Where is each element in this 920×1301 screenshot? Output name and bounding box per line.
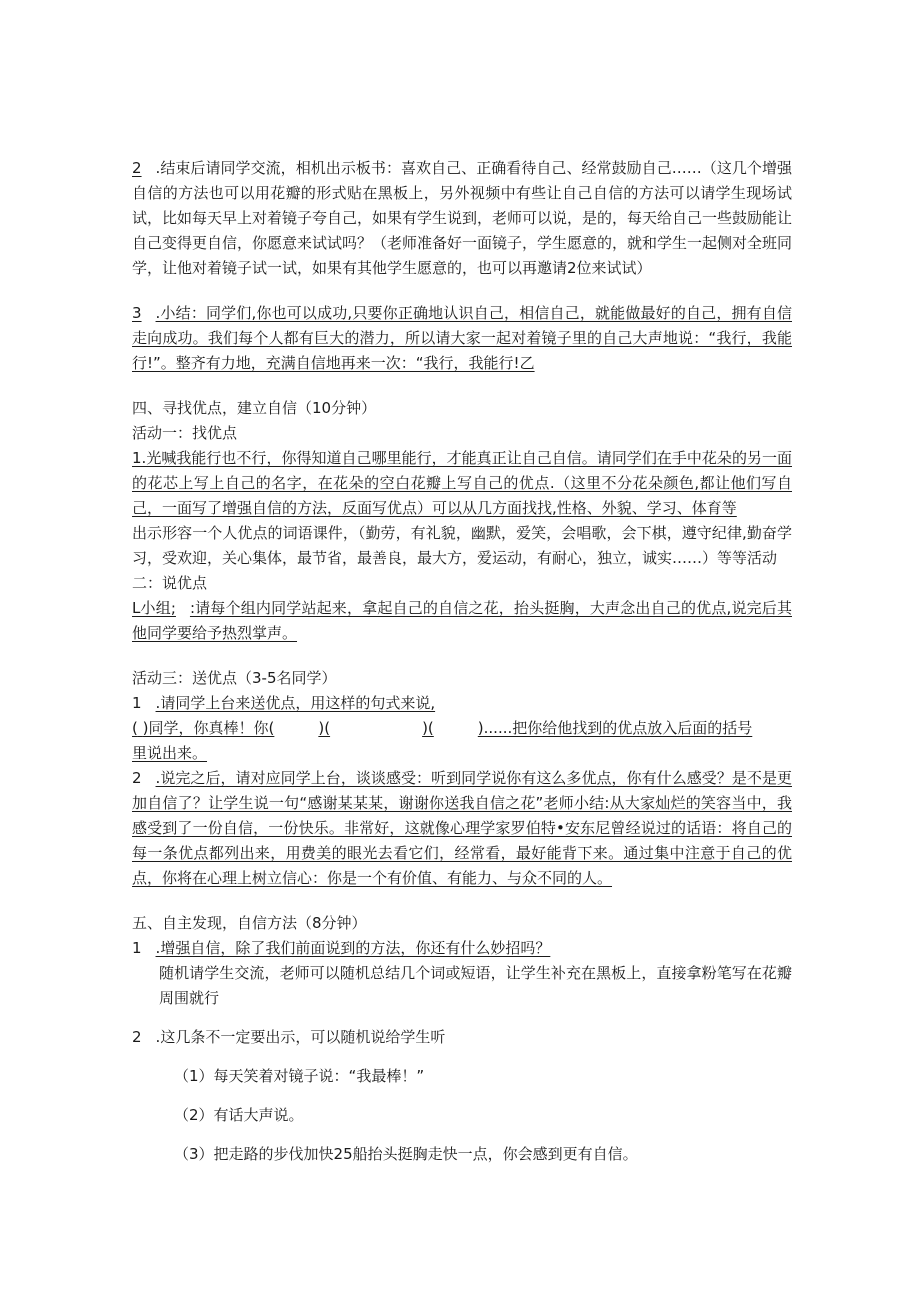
activity-text: :请每个组内同学站起来，拿起自己的自信之花，抬头挺胸，大声念出自己的优点,说完后其他同学要给予热烈掌声。 (132, 599, 792, 642)
activity-title: 活动三：送优点（3-5名同学） (132, 669, 337, 687)
tip-item: （1）每天笑着对镜子说：“我最棒！” (174, 1067, 425, 1085)
tip-item: （2）有话大声说。 (174, 1106, 304, 1124)
item-subtext: 随机请学生交流，老师可以随机总结几个词或短语，让学生补充在黑板上，直接拿粉笔写在花瓣周围就行 (159, 964, 792, 1007)
item-number: 2 (132, 1028, 142, 1046)
list-item (132, 936, 792, 961)
sentence-pattern-end: 里说出来。 (132, 744, 208, 762)
item-text: .这几条不一定要出示，可以随机说给学生听 (155, 1028, 446, 1046)
paragraph-text: .小结：同学们,你也可以成功,只要你正确地认识自己，相信自己，就能做最好的自己，拥有自信走向成功。我们每个人都有巨大的潜力，所以请大家一起对着镜子里的自己大声地说：“我行，我能行!”。整齐有力地，充满自信地再来一次：“我行，我能行!乙 (132, 304, 792, 372)
activity-paragraph: 出示形容一个人优点的词语课件，（勤劳，有礼貌，幽默，爱笑，会唱歌，会下棋，遵守纪律,勤奋学习，受欢迎，关心集体，最节省，最善良，最大方，爱运动，有耐心，独立，诚实……）等等活动 (132, 524, 792, 567)
document-page (132, 156, 792, 1167)
paragraph-item-2 (132, 156, 792, 281)
list-item (132, 766, 792, 891)
activity-title: 二：说优点 (132, 574, 208, 592)
item-number: 2 (132, 159, 142, 177)
item-text: .说完之后，请对应同学上台，谈谈感受：听到同学说你有这么多优点，你有什么感受？是不是更加自信了？让学生说一句“感谢某某某，谢谢你送我自信之花”老师小结:从大家灿烂的笑容当中，我感受到了一份自信，一份快乐。非常好，这就像心理学家罗伯特•安东尼曾经说过的话语：将自己的每一条优点都列出来，用费美的眼光去看它们，经常看，最好能背下来。通过集中注意于自己的优点，你将在心理上树立信心：你是一个有价值、有能力、与众不同的人。 (132, 769, 792, 887)
item-number: 3 (132, 304, 142, 322)
item-number: 1 (132, 694, 142, 712)
activity-paragraph: 1.光喊我能行也不行，你得知道自己哪里能行，才能真正让自己自信。请同学们在手中花朵的另一面的花芯上写上自己的名字，在花朵的空白花瓣上写自己的优点.（这里不分花朵颜色,都让他们写自己，一面写了增强自信的方法，反面写优点）可以从几方面找找,性格、外貌、学习、体育等 (132, 449, 792, 517)
list-item (132, 691, 792, 716)
sentence-pattern: ( )同学，你真棒！你( )( )( )......把你给他找到的优点放入后面的括号 (132, 719, 753, 737)
activity-paragraph (132, 596, 792, 646)
activity-title: 活动一：找优点 (132, 424, 238, 442)
item-number: 2 (132, 769, 142, 787)
item-number: 1 (132, 939, 142, 957)
group-label: L小组; (132, 599, 176, 617)
list-item (132, 1025, 792, 1050)
section-heading: 四、寻找优点，建立自信（10分钟） (132, 399, 377, 417)
tip-item: （3）把走路的步伐加快25船抬头挺胸走快一点，你会感到更有自信。 (174, 1145, 638, 1163)
item-text: .增强自信，除了我们前面说到的方法，你还有什么妙招吗？ (155, 939, 551, 957)
item-text: .请同学上台来送优点，用这样的句式来说, (155, 694, 436, 712)
section-heading: 五、自主发现，自信方法（8分钟） (132, 914, 367, 932)
paragraph-summary (132, 301, 792, 376)
paragraph-text: .结束后请同学交流，相机出示板书：喜欢自己、正确看待自己、经常鼓励自己……（这几个增强自信的方法也可以用花瓣的形式贴在黑板上，另外视频中有些让自己自信的方法可以请学生现场试试，比如每天早上对着镜子夸自己，如果有学生说到，老师可以说，是的，每天给自己一些鼓励能让自己变得更自信，你愿意来试试吗？（老师准备好一面镜子，学生愿意的，就和学生一起侧对全班同学，让他对着镜子试一试，如果有其他学生愿意的，也可以再邀请2位来试试） (132, 159, 793, 277)
